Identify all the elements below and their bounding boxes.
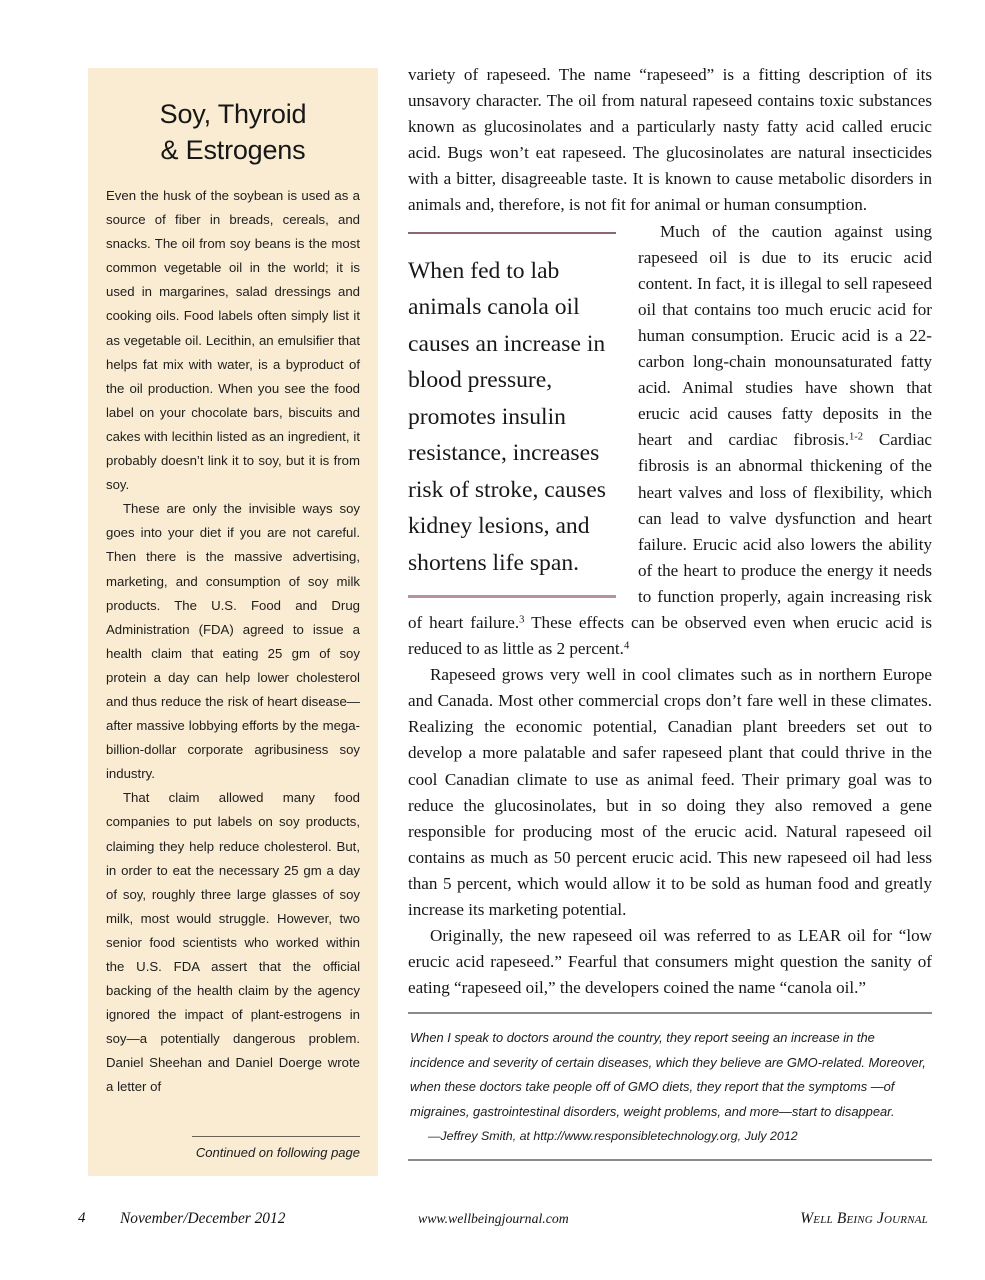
- sidebar-paragraph-2: These are only the invisible ways soy goes into your diet if you are not careful. Then there is the massive advertising, marketing, and consumption of soy milk products. The U.S. Food and Drug Administration (FDA) agreed to issue a health claim that eating 25 gm of soy protein a day can help lower cholesterol and thus reduce the risk of heart disease—after massive lobbying efforts by the mega-billion-dollar corporate agribusiness soy industry.: [106, 501, 360, 782]
- sidebar-title-line-1: Soy, Thyroid: [159, 99, 307, 129]
- sidebar-title: [106, 96, 360, 168]
- publication-name: Well Being Journal: [800, 1210, 928, 1227]
- pullquote-bottom-rule: [408, 595, 616, 598]
- pullquote-top-rule: [408, 232, 616, 234]
- erucic-text-a: Much of the caution against using rapeseed oil is due to its erucic acid content. In fact, it is illegal to sell rapeseed oil that contains too much erucic acid for human consumption. Erucic acid is a 22-carbon long-chain monounsaturated fatty acid. Animal studies have shown that erucic acid causes fatty deposits in the heart and cardiac fibrosis.: [638, 221, 932, 450]
- sidebar-continued-rule: [192, 1136, 360, 1137]
- website-url: www.wellbeingjournal.com: [418, 1211, 569, 1226]
- quote-box: [408, 1012, 932, 1161]
- quotebox-text: When I speak to doctors around the country, they report seeing an increase in the incidence and severity of certain diseases, which they believe are GMO-related. Moreover, when these doctors take people off of GMO diets, they report that the symptoms —of migraines, gastrointestinal disorders, weight problems, and more—start to disappear.: [410, 1030, 926, 1119]
- article-paragraph-rapeseed: Rapeseed grows very well in cool climates such as in northern Europe and Canada. Most other commercial crops don’t fare well in these climates. Realizing the economic potential, Canadian plant breeders set out to develop a more palatable and safer rapeseed plant that could thrive in the cool Canadian climate to use as animal feed. Their primary goal was to reduce the glucosinolates, but in so doing they also removed a gene responsible for producing most of the erucic acid. Natural rapeseed oil contains as much as 50 percent erucic acid. This new rapeseed oil had less than 5 percent, which would allow it to be sold as human food and greatly increase its marketing potential.: [408, 665, 932, 919]
- article-paragraph-top: variety of rapeseed. The name “rapeseed” is a fitting description of its unsavory character. The oil from natural rapeseed contains toxic substances known as glucosinolates and a particularly nasty fatty acid called erucic acid. Bugs won’t eat rapeseed. The glucosinolates are natural insecticides with a bitter, disagreeable taste. It is known to cause metabolic disorders in animals and, therefore, is not fit for animal or human consumption.: [408, 65, 932, 215]
- sidebar-panel: [88, 68, 378, 1176]
- pull-quote: [408, 232, 616, 599]
- sidebar-continued-block: [106, 1136, 360, 1162]
- sidebar-title-line-2: & Estrogens: [160, 135, 306, 165]
- quotebox-bottom-rule: [408, 1159, 932, 1161]
- footnote-ref-4: 4: [623, 640, 630, 652]
- lear-text-post: oil for “low erucic acid rapeseed.” Fearful that consumers might question the sanity of eating “rapeseed oil,” the developers coined the name “canola oil.”: [408, 926, 933, 998]
- sidebar-paragraph-1: Even the husk of the soybean is used as a source of fiber in breads, cereals, and snacks. The oil from soy beans is the most common vegetable oil in the world; it is used in margarines, salad dressings and cooking oils. Food labels often simply list it as vegetable oil. Lecithin, an emulsifier that helps fat mix with water, is a byproduct of the oil production. When you see the food label on your chocolate bars, biscuits and cakes with lecithin listed as an ingredient, it probably doesn’t link it to soy, but it is from soy.: [106, 188, 360, 493]
- quotebox-attribution: —Jeffrey Smith, at http://www.responsibletechnology.org, July 2012: [428, 1129, 798, 1144]
- footnote-ref-3: 3: [519, 614, 525, 626]
- sidebar-continued-note: Continued on following page: [195, 1145, 360, 1160]
- pullquote-text: When fed to lab animals canola oil causes an increase in blood pressure, promotes insulin resistance, increases risk of stroke, causes kidney lesions, and shortens life span.: [408, 257, 606, 576]
- quotebox-inner: [408, 1014, 932, 1148]
- page-number: 4: [78, 1210, 86, 1226]
- page-footer: [78, 1210, 928, 1234]
- issue-date: November/December 2012: [120, 1210, 286, 1227]
- lear-acronym: LEAR: [798, 926, 842, 946]
- lear-text-pre: Originally, the new rapeseed oil was referred to as: [430, 926, 799, 946]
- main-article-column: [408, 62, 932, 1001]
- pullquote-wrap-block: [408, 219, 932, 663]
- sidebar-paragraph-3: That claim allowed many food companies to put labels on soy products, claiming they help reduce cholesterol. But, in order to eat the necessary 25 gm a day of soy, roughly three large glasses of soy milk, most would struggle. However, two senior food scientists who worked within the U.S. FDA assert that the official backing of the health claim by the agency ignored the impact of plant-estrogens in soy—a potentially dangerous problem. Daniel Sheehan and Daniel Doerge wrote a letter of: [106, 790, 360, 1095]
- erucic-text-c: These effects can be observed even when erucic acid is reduced to as little as 2 percent.: [408, 612, 932, 659]
- erucic-text-b: Cardiac fibrosis is an abnormal thickening of the heart valves and loss of flexibility, which can lead to valve dysfunction and heart failure. Erucic acid also lowers the ability of the heart to produce the energy it needs to function properly, again increasing risk of heart failure.: [408, 430, 932, 632]
- footnote-ref-1-2: 1-2: [848, 432, 864, 444]
- article-paragraph-lear: [408, 923, 932, 1001]
